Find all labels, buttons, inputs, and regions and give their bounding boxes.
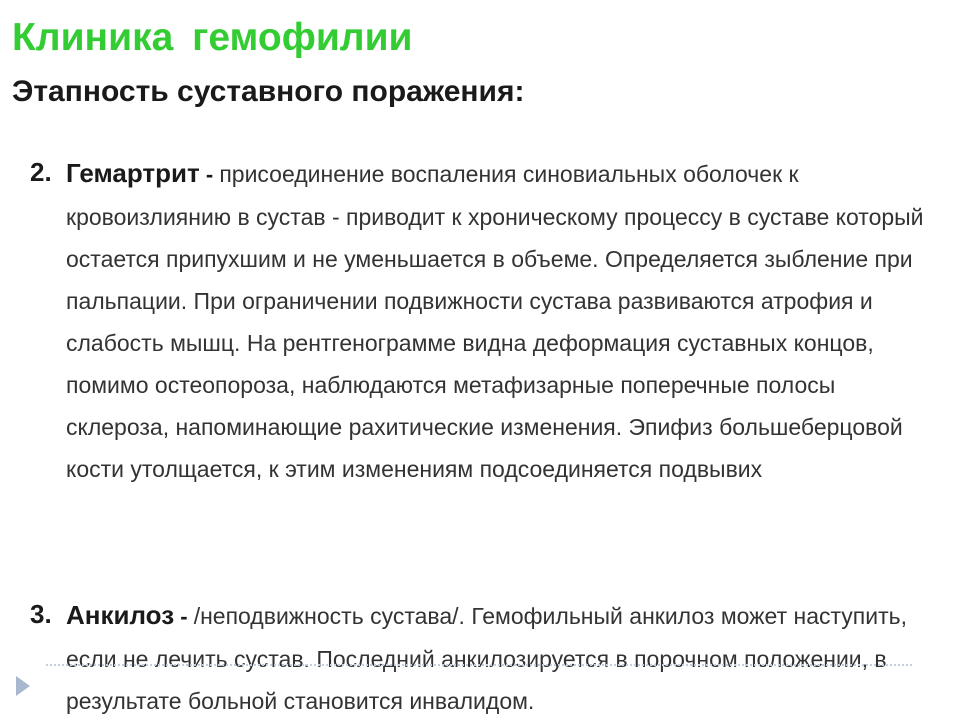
list-item-hemarthrosis bbox=[30, 152, 930, 490]
item-dash: - bbox=[199, 162, 220, 187]
item-body bbox=[66, 152, 930, 490]
item-term: Анкилоз bbox=[66, 600, 175, 630]
item-description: присоединение воспаления синовиальных оболочек к кровоизлиянию в сустав - приводит к хроническому процессу в суставе который остается припухшим и не уменьшается в объеме. Определяется зыбление при пальпации. При ограничении подвижности сустава развиваются атрофия и слабость мышц. На рентгенограмме видна деформация суставных концов, помимо остеопороза, наблюдаются метафизарные поперечные полосы склероза, напоминающие рахитические изменения. Эпифиз большеберцовой кости утолщается, к этим изменениям подсоединяется подвывих bbox=[66, 161, 924, 482]
item-body bbox=[66, 594, 930, 720]
slide-title: Клиника гемофилии bbox=[12, 16, 413, 59]
slide-subtitle: Этапность суставного поражения: bbox=[12, 75, 525, 108]
list-item-ankylosis bbox=[30, 594, 930, 720]
item-term: Гемартрит bbox=[66, 158, 200, 188]
footer-divider bbox=[46, 664, 912, 666]
item-description: /неподвижность сустава/. Гемофильный анкилоз может наступить, если не лечить сустав. Последний анкилозируется в порочном положении, в результате больной становится инвалидом. bbox=[66, 603, 908, 714]
item-number: 3. bbox=[30, 599, 52, 629]
item-number: 2. bbox=[30, 157, 52, 187]
triangle-right-icon bbox=[16, 676, 30, 696]
item-dash: - bbox=[174, 604, 194, 629]
